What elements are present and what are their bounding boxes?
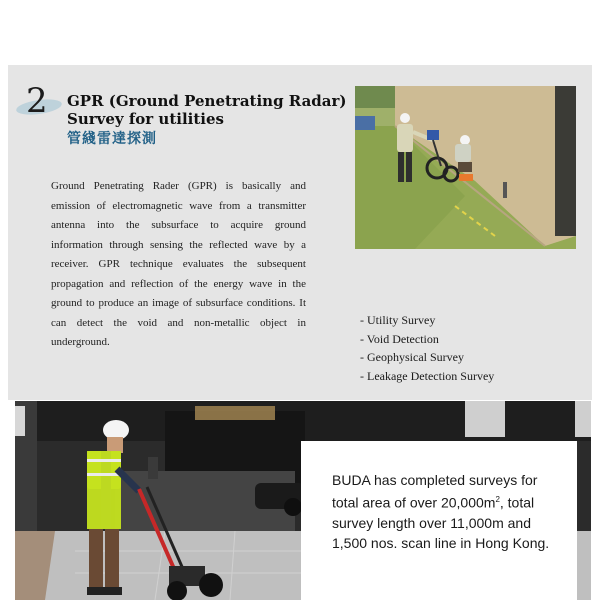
service-item: - Geophysical Survey: [360, 350, 464, 364]
section-number: 2: [26, 81, 48, 121]
field-survey-photo: [355, 86, 576, 249]
callout-text-part1: BUDA has completed surveys for total area of over 20,000m: [332, 472, 538, 511]
section-subtitle-zh: 管綫雷達探測: [67, 131, 157, 147]
callout-text-part2: , total survey length over 11,000m and 1,500 nos. scan line in Hong Kong.: [332, 494, 550, 551]
service-item: - Utility Survey: [360, 313, 436, 327]
description-paragraph: Ground Penetrating Rader (GPR) is basically and emission of electromagnetic wave from a transmitter antenna into the subsurface to acquire ground information through sensing the reflected wave by a receiver. GPR technique evaluates the subsequent propagation and reflection of the energy wave in the ground to produce an image of subsurface conditions. It can detect the void and non-metallic object in underground.: [51, 180, 306, 348]
callout-text: [332, 470, 564, 553]
callout-superscript: 2: [495, 495, 500, 504]
services-list: [360, 311, 494, 385]
section-title: GPR (Ground Penetrating Radar) Survey for utilities: [67, 92, 347, 128]
service-item: - Void Detection: [360, 331, 439, 346]
service-item: - Leakage Detection Survey: [360, 368, 495, 383]
